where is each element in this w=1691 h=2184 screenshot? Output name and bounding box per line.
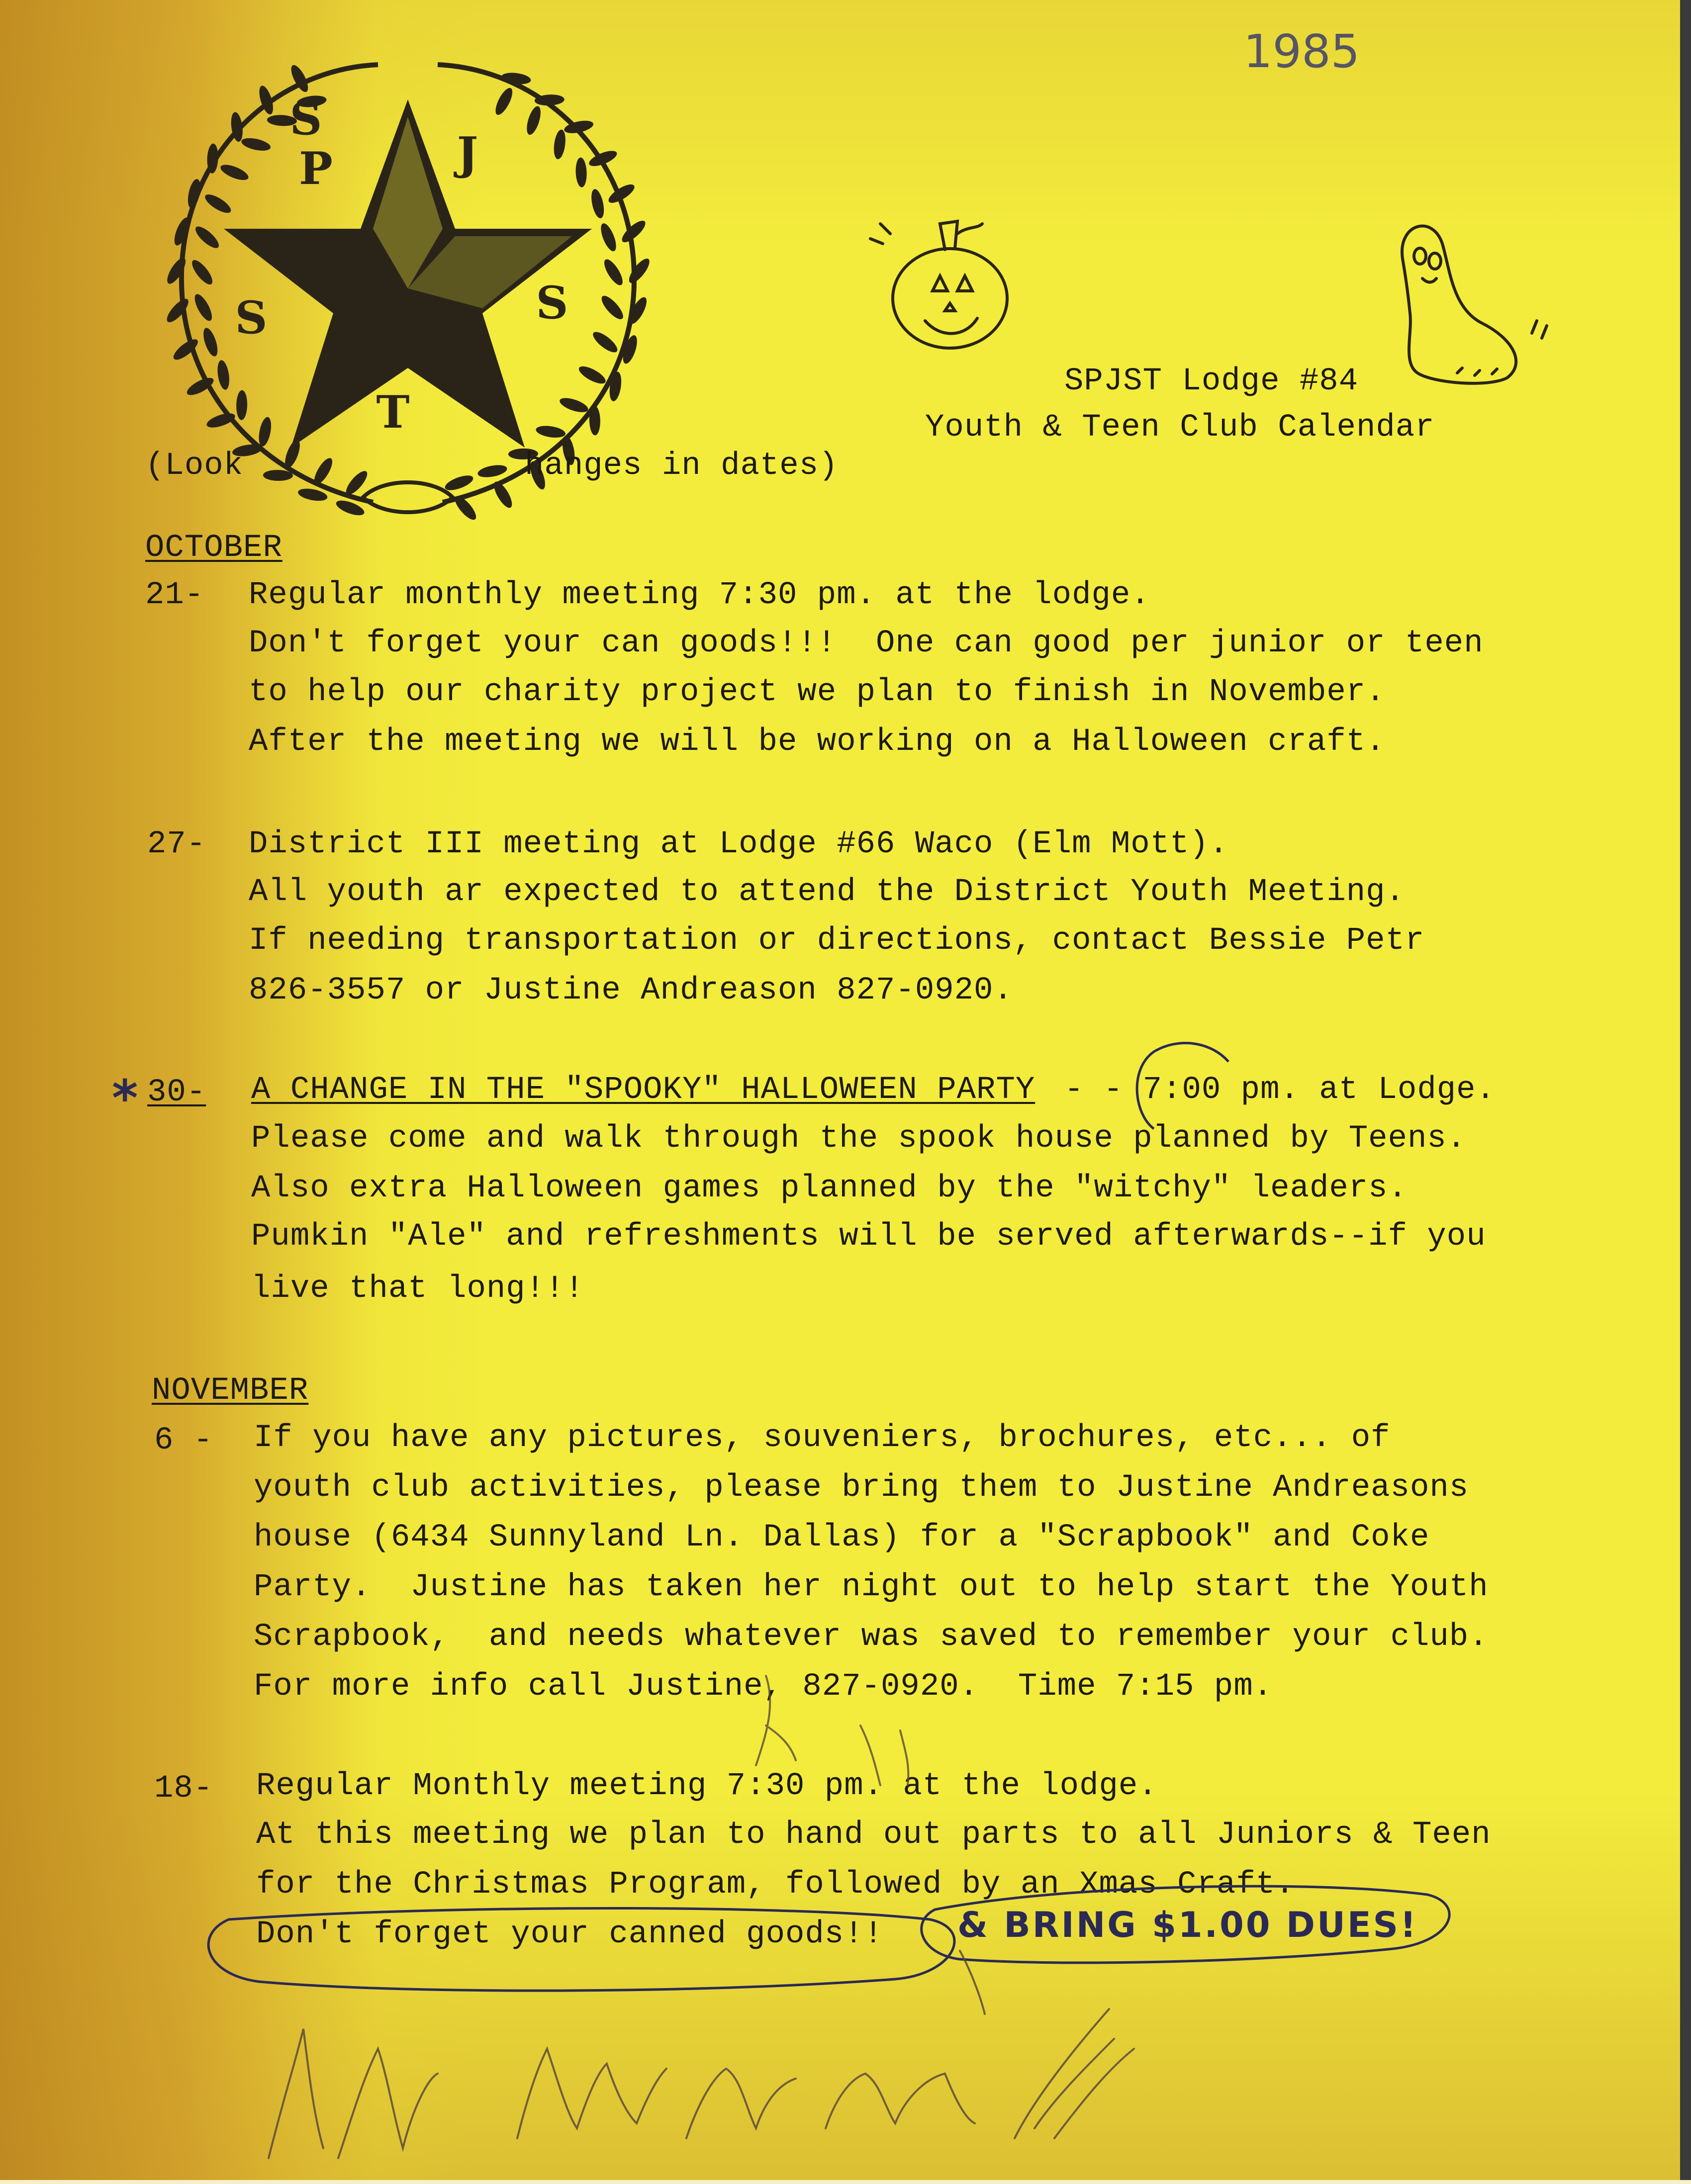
event-21-line3: to help our charity project we plan to finish in November. [249,674,1386,710]
laurel-leaf [558,395,590,415]
laurel-leaf [552,129,567,160]
logo-letter-p: P [299,142,333,195]
note-left: (Look [145,448,244,484]
event-27-line2: All youth ar expected to attend the District Youth Meeting. [249,874,1405,910]
event-30-title: A CHANGE IN THE "SPOOKY" HALLOWEEN PARTY [251,1072,1035,1108]
laurel-leaf [205,410,237,430]
laurel-leaf [164,255,189,286]
laurel-leaf [216,360,231,391]
event-6-line2: youth club activities, please bring them to Justine Andreasons [254,1470,1469,1506]
event-date-21: 21- [145,577,204,613]
event-30-line4: Pumkin "Ale" and refreshments will be served afterwards--if you [251,1219,1486,1255]
header-lodge: SPJST Lodge #84 [1064,364,1359,399]
event-18-line3: for the Christmas Program, followed by an Xmas Craft. [256,1867,1295,1903]
asterisk-mark: * [112,1069,138,1127]
laurel-leaf [202,191,233,216]
logo-letter-j: J [457,127,478,180]
laurel-leaf [590,329,620,356]
laurel-leaf [626,256,653,286]
laurel-leaf [598,293,626,322]
laurel-leaf [575,157,587,187]
laurel-leaf [257,416,273,448]
laurel-leaf [200,326,220,358]
laurel-leaf [576,363,608,387]
event-21-line1: Regular monthly meeting 7:30 pm. at the lodge. [249,577,1150,613]
laurel-leaf [524,104,544,136]
laurel-leaf [311,455,336,487]
event-21-line4: After the meeting we will be working on a Halloween craft. [249,724,1386,760]
laurel-leaf [188,257,215,287]
event-18-line1: Regular Monthly meeting 7:30 pm. at the lodge. [256,1768,1158,1804]
laurel-leaf [500,71,531,86]
pencil-scribble-mid [736,1656,985,1845]
header-calendar: Youth & Teen Club Calendar [925,410,1435,446]
ghost-icon [1383,214,1562,393]
event-6-line6: For more info call Justine, 827-0920. Time 7:15 pm. [254,1669,1273,1705]
event-6-line1: If you have any pictures, souveniers, brochures, etc... of [254,1420,1391,1456]
event-18-line2: At this meeting we plan to hand out parts to all Juniors & Teen [256,1817,1491,1853]
laurel-leaf [601,257,626,288]
laurel-leaf [476,463,508,479]
event-27-line1: District III meeting at Lodge #66 Waco (Elm Mott). [249,826,1229,862]
laurel-leaf [191,292,215,323]
time-circle-annotation [1124,1039,1238,1134]
event-date-27: 27- [147,826,206,862]
laurel-leaf [236,390,247,420]
handwritten-dues-note: & BRING $1.00 DUES! [957,1905,1418,1945]
event-30-line3: Also extra Halloween games planned by the "witchy" leaders. [251,1171,1408,1206]
laurel-leaf [535,424,566,440]
laurel-leaf [192,223,222,251]
scan-edge-bottom [0,2180,1691,2184]
laurel-leaf [240,136,272,153]
month-heading-october: OCTOBER [145,530,282,566]
month-heading-november: NOVEMBER [152,1373,309,1409]
event-30-line5: live that long!!! [251,1271,584,1307]
laurel-leaf [598,221,619,253]
event-6-line4: Party. Justine has taken her night out to help start the Youth [254,1569,1489,1605]
scan-edge [1680,0,1691,2184]
event-date-30: 30- [147,1075,206,1110]
note-right: hanges in dates) [525,448,839,484]
event-30-time: - - 7:00 pm. at Lodge. [1064,1072,1496,1108]
event-date-18: 18- [154,1771,213,1807]
logo-letter-s1: S [289,92,322,145]
event-6-line3: house (6434 Sunnyland Ln. Dallas) for a "Scrapbook" and Coke [254,1520,1430,1555]
event-6-line5: Scrapbook, and needs whatever was saved to remember your club. [254,1619,1489,1655]
pencil-scribble [239,1949,1283,2178]
logo-letter-s3: S [536,276,568,329]
logo-letter-t: T [376,386,410,439]
event-18-line4: Don't forget your canned goods!! [256,1916,883,1952]
laurel-leaf [492,86,516,117]
laurel-leaf [443,472,475,493]
laurel-leaf [589,188,606,219]
laurel-leaf [218,162,250,183]
event-30-line2: Please come and walk through the spook house planned by Teens. [251,1121,1467,1157]
pumpkin-icon [870,214,1020,353]
laurel-leaf [589,405,600,435]
event-27-line4: 826-3557 or Justine Andreason 827-0920. [249,973,1013,1008]
event-27-line3: If needing transportation or directions, contact Bessie Petr [249,923,1425,959]
event-21-line2: Don't forget your can goods!!! One can good per junior or teen [249,626,1484,661]
handwritten-year: 1985 [1243,25,1360,78]
event-date-6: 6 - [154,1423,213,1458]
logo-letter-s2: S [235,291,268,344]
